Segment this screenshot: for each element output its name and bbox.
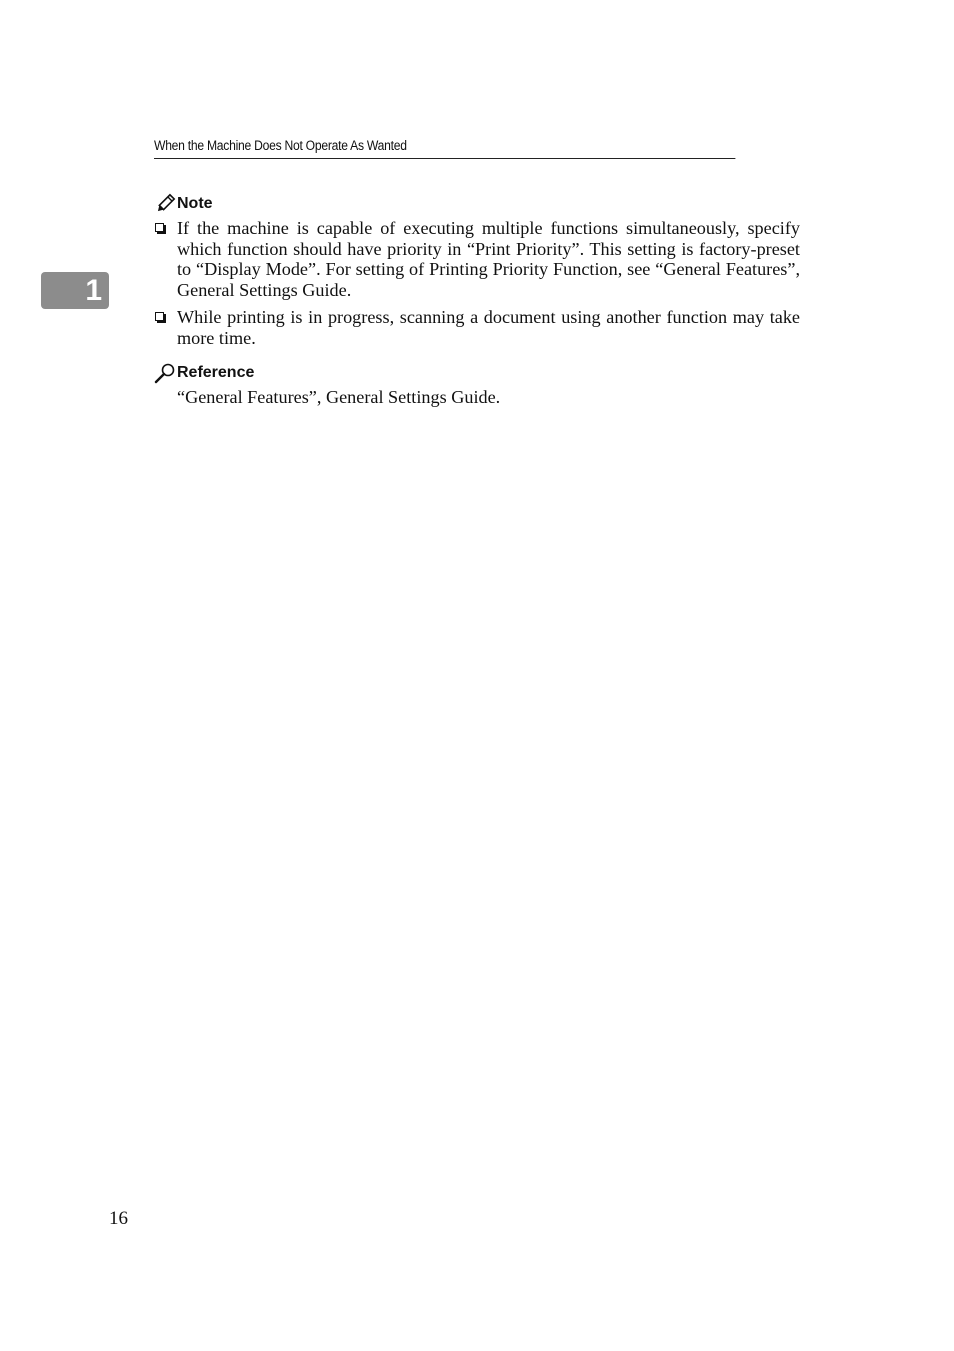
- checkbox-bullet-icon: [155, 312, 164, 321]
- chapter-tab: [41, 272, 109, 309]
- note-list: [154, 218, 800, 354]
- note-heading-label: Note: [177, 195, 213, 212]
- chapter-number: 1: [85, 274, 102, 307]
- magnifier-icon: [154, 362, 176, 384]
- reference-heading-label: Reference: [177, 364, 255, 381]
- running-header: When the Machine Does Not Operate As Wanted: [154, 138, 735, 159]
- note-item-text: If the machine is capable of executing multiple functions simultaneously, specify which function should have priority in “Print Priority”. This setting is factory-preset to “Display Mode”. For setting of Printing Priority Function, see “General Features”, General Settings Guide.: [177, 218, 800, 301]
- note-item-text: While printing is in progress, scanning a document using another function may take more time.: [177, 306, 800, 348]
- note-item: [154, 218, 800, 301]
- pencil-icon: [154, 193, 176, 215]
- note-heading: [154, 193, 213, 215]
- reference-text: “General Features”, General Settings Guide.: [177, 387, 501, 407]
- checkbox-bullet-icon: [155, 223, 164, 232]
- page-number: 16: [109, 1208, 128, 1229]
- reference-heading: [154, 362, 254, 384]
- note-item: [154, 307, 800, 348]
